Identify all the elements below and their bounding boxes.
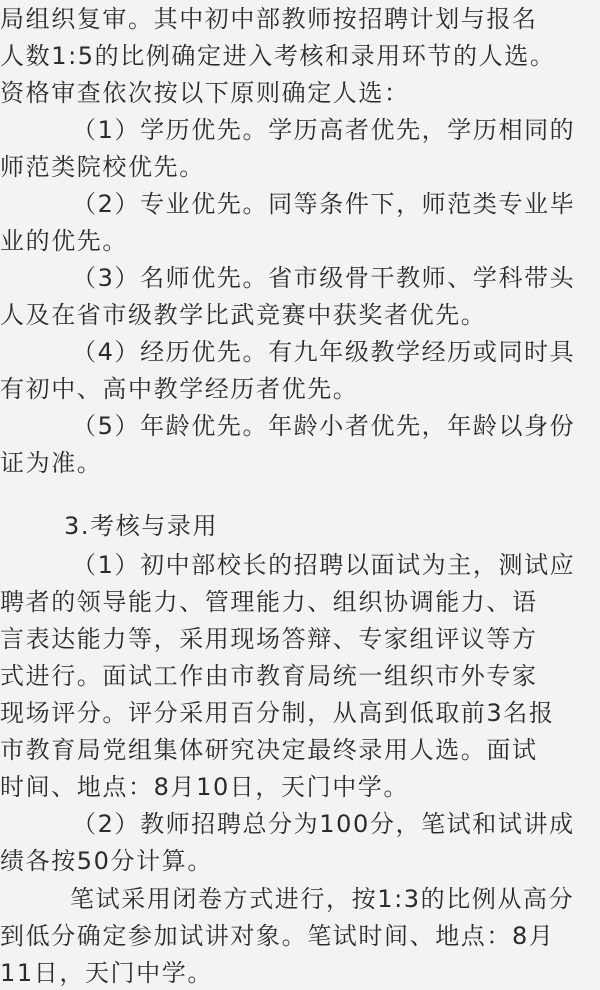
- paragraph-line: 人及在省市级教学比武竞赛中获奖者优先。: [0, 301, 487, 329]
- paragraph-line: 局组织复审。其中初中部教师按招聘计划与报名: [0, 5, 538, 33]
- paragraph-line: 有初中、高中教学经历者优先。: [0, 375, 359, 403]
- criterion-education-line: （1）学历优先。学历高者优先，学历相同的: [72, 116, 576, 144]
- criterion-major-line: （2）专业优先。同等条件下，师范类专业毕: [72, 190, 576, 218]
- paragraph-line: 师范类院校优先。: [0, 153, 205, 181]
- teacher-score-line: （2）教师招聘总分为100分，笔试和试讲成: [72, 810, 575, 838]
- written-exam-line: 笔试采用闭卷方式进行，按1:3的比例从高分: [70, 885, 575, 913]
- paragraph-line: 人数1:5的比例确定进入考核和录用环节的人选。: [0, 42, 556, 70]
- paragraph-line: 绩各按50分计算。: [0, 847, 213, 875]
- paragraph-line: 市教育局党组集体研究决定最终录用人选。面试: [0, 736, 538, 764]
- paragraph-line: 现场评分。评分采用百分制，从高到低取前3名报: [0, 699, 555, 727]
- paragraph-line: 证为准。: [0, 449, 103, 477]
- paragraph-line: 聘者的领导能力、管理能力、组织协调能力、语: [0, 588, 538, 616]
- paragraph-line: 时间、地点：8月10日，天门中学。: [0, 773, 410, 801]
- paragraph-line: 11日，天门中学。: [0, 959, 213, 987]
- paragraph-line: 到低分确定参加试讲对象。笔试时间、地点：8月: [0, 922, 555, 950]
- section-heading-3: 3.考核与录用: [64, 512, 219, 540]
- criterion-teacher-line: （3）名师优先。省市级骨干教师、学科带头: [72, 264, 576, 292]
- paragraph-line: 式进行。面试工作由市教育局统一组织市外专家: [0, 662, 538, 690]
- paragraph-line: 言表达能力等，采用现场答辩、专家组评议等方: [0, 625, 538, 653]
- criterion-experience-line: （4）经历优先。有九年级教学经历或同时具: [72, 338, 576, 366]
- criterion-age-line: （5）年龄优先。年龄小者优先，年龄以身份: [72, 412, 576, 440]
- paragraph-line: 资格审查依次按以下原则确定人选：: [0, 79, 410, 107]
- paragraph-line: 业的优先。: [0, 227, 128, 255]
- principal-recruitment-line: （1）初中部校长的招聘以面试为主，测试应: [72, 551, 576, 579]
